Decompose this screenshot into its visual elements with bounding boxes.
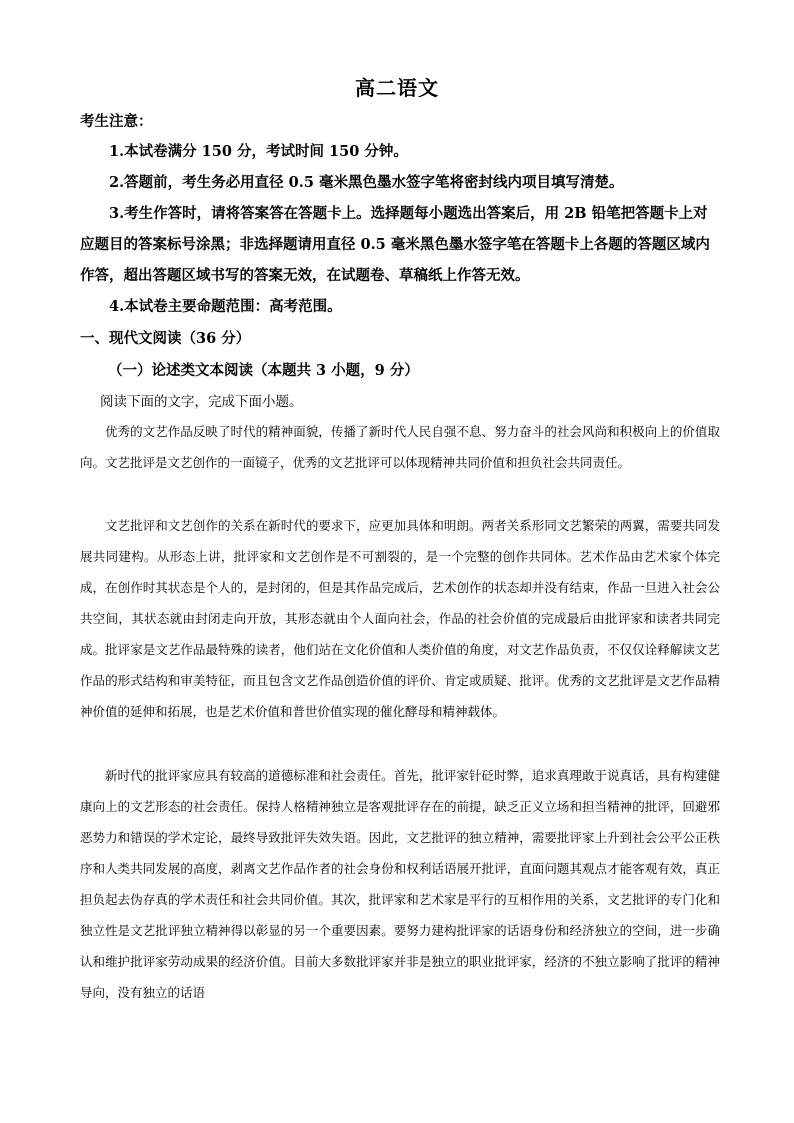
page-title: 高二语文 — [355, 76, 439, 100]
paragraph-2: 文艺批评和文艺创作的关系在新时代的要求下，应更加具体和明朗。两者关系形同文艺繁荣的两翼，需要共同发展共同建构。从形态上讲，批评家和文艺创作是不可割裂的，是一个完整的创作共同体。艺术作品由艺术家个体完成，在创作时其状态是个人的，是封闭的，但是其作品完成后，艺术创作的状态却并没有结束，作品一旦进入社会公共空间，其状态就由封闭走向开放，其形态就由个人面向社会，作品的社会价值的完成最后由批评家和读者共同完成。批评家是文艺作品最特殊的读者，他们站在文化价值和人类价值的角度，对文艺作品负责，不仅仅诠释解读文艺作品的形式结构和审美特征，而且包含文艺作品创造价值的评价、肯定或质疑、批评。优秀的文艺批评是文艺作品精神价值的延伸和拓展，也是艺术价值和普世价值实现的催化酵母和精神载体。 — [80, 518, 720, 719]
notice-item-1: 1.本试卷满分 150 分，考试时间 150 分钟。 — [109, 143, 408, 160]
notice-item-4: 4.本试卷主要命题范围：高考范围。 — [109, 298, 342, 315]
notice-item-2: 2.答题前，考生务必用直径 0.5 毫米黑色墨水签字笔将密封线内项目填写清楚。 — [109, 174, 624, 191]
section-heading: 一、现代文阅读（36 分） — [80, 330, 251, 347]
reading-instruction: 阅读下面的文字，完成下面小题。 — [100, 394, 303, 410]
notice-list — [80, 136, 720, 322]
notice-item-3: 3.考生作答时，请将答案答在答题卡上。选择题每小题选出答案后，用 2B 铅笔把答题卡上对应题目的答案标号涂黑；非选择题请用直径 0.5 毫米黑色墨水签字笔在答题卡上各题的答题区域内作答，超出答题区域书写的答案无效，在试题卷、草稿纸上作答无效。 — [80, 205, 710, 284]
paragraph-3: 新时代的批评家应具有较高的道德标准和社会责任。首先，批评家针砭时弊，追求真理敢于说真话，具有构建健康向上的文艺形态的社会责任。保持人格精神独立是客观批评存在的前提，缺乏正义立场和担当精神的批评，回避邪恶势力和错误的学术定论，最终导致批评失效失语。因此，文艺批评的独立精神，需要批评家上升到社会公平公正秩序和人类共同发展的高度，剥离文艺作品作者的社会身份和权利话语展开批评，直面问题其观点才能客观有效，真正担负起去伪存真的学术责任和社会共同价值。其次，批评家和艺术家是平行的互相作用的关系，文艺批评的专门化和独立性是文艺批评独立精神得以彰显的另一个重要因素。要努力建构批评家的话语身份和经济独立的空间，进一步确认和维护批评家劳动成果的经济价值。目前大多数批评家并非是独立的职业批评家，经济的不独立影响了批评的精神导向，没有独立的话语 — [80, 768, 720, 1000]
notice-label: 考生注意： — [80, 113, 153, 130]
subsection-heading: （一）论述类文本阅读（本题共 3 小题，9 分） — [108, 362, 419, 379]
paragraph-1: 优秀的文艺作品反映了时代的精神面貌，传播了新时代人民自强不息、努力奋斗的社会风尚和积极向上的价值取向。文艺批评是文艺创作的一面镜子，优秀的文艺批评可以体现精神共同价值和担负社会共同责任。 — [80, 424, 720, 470]
